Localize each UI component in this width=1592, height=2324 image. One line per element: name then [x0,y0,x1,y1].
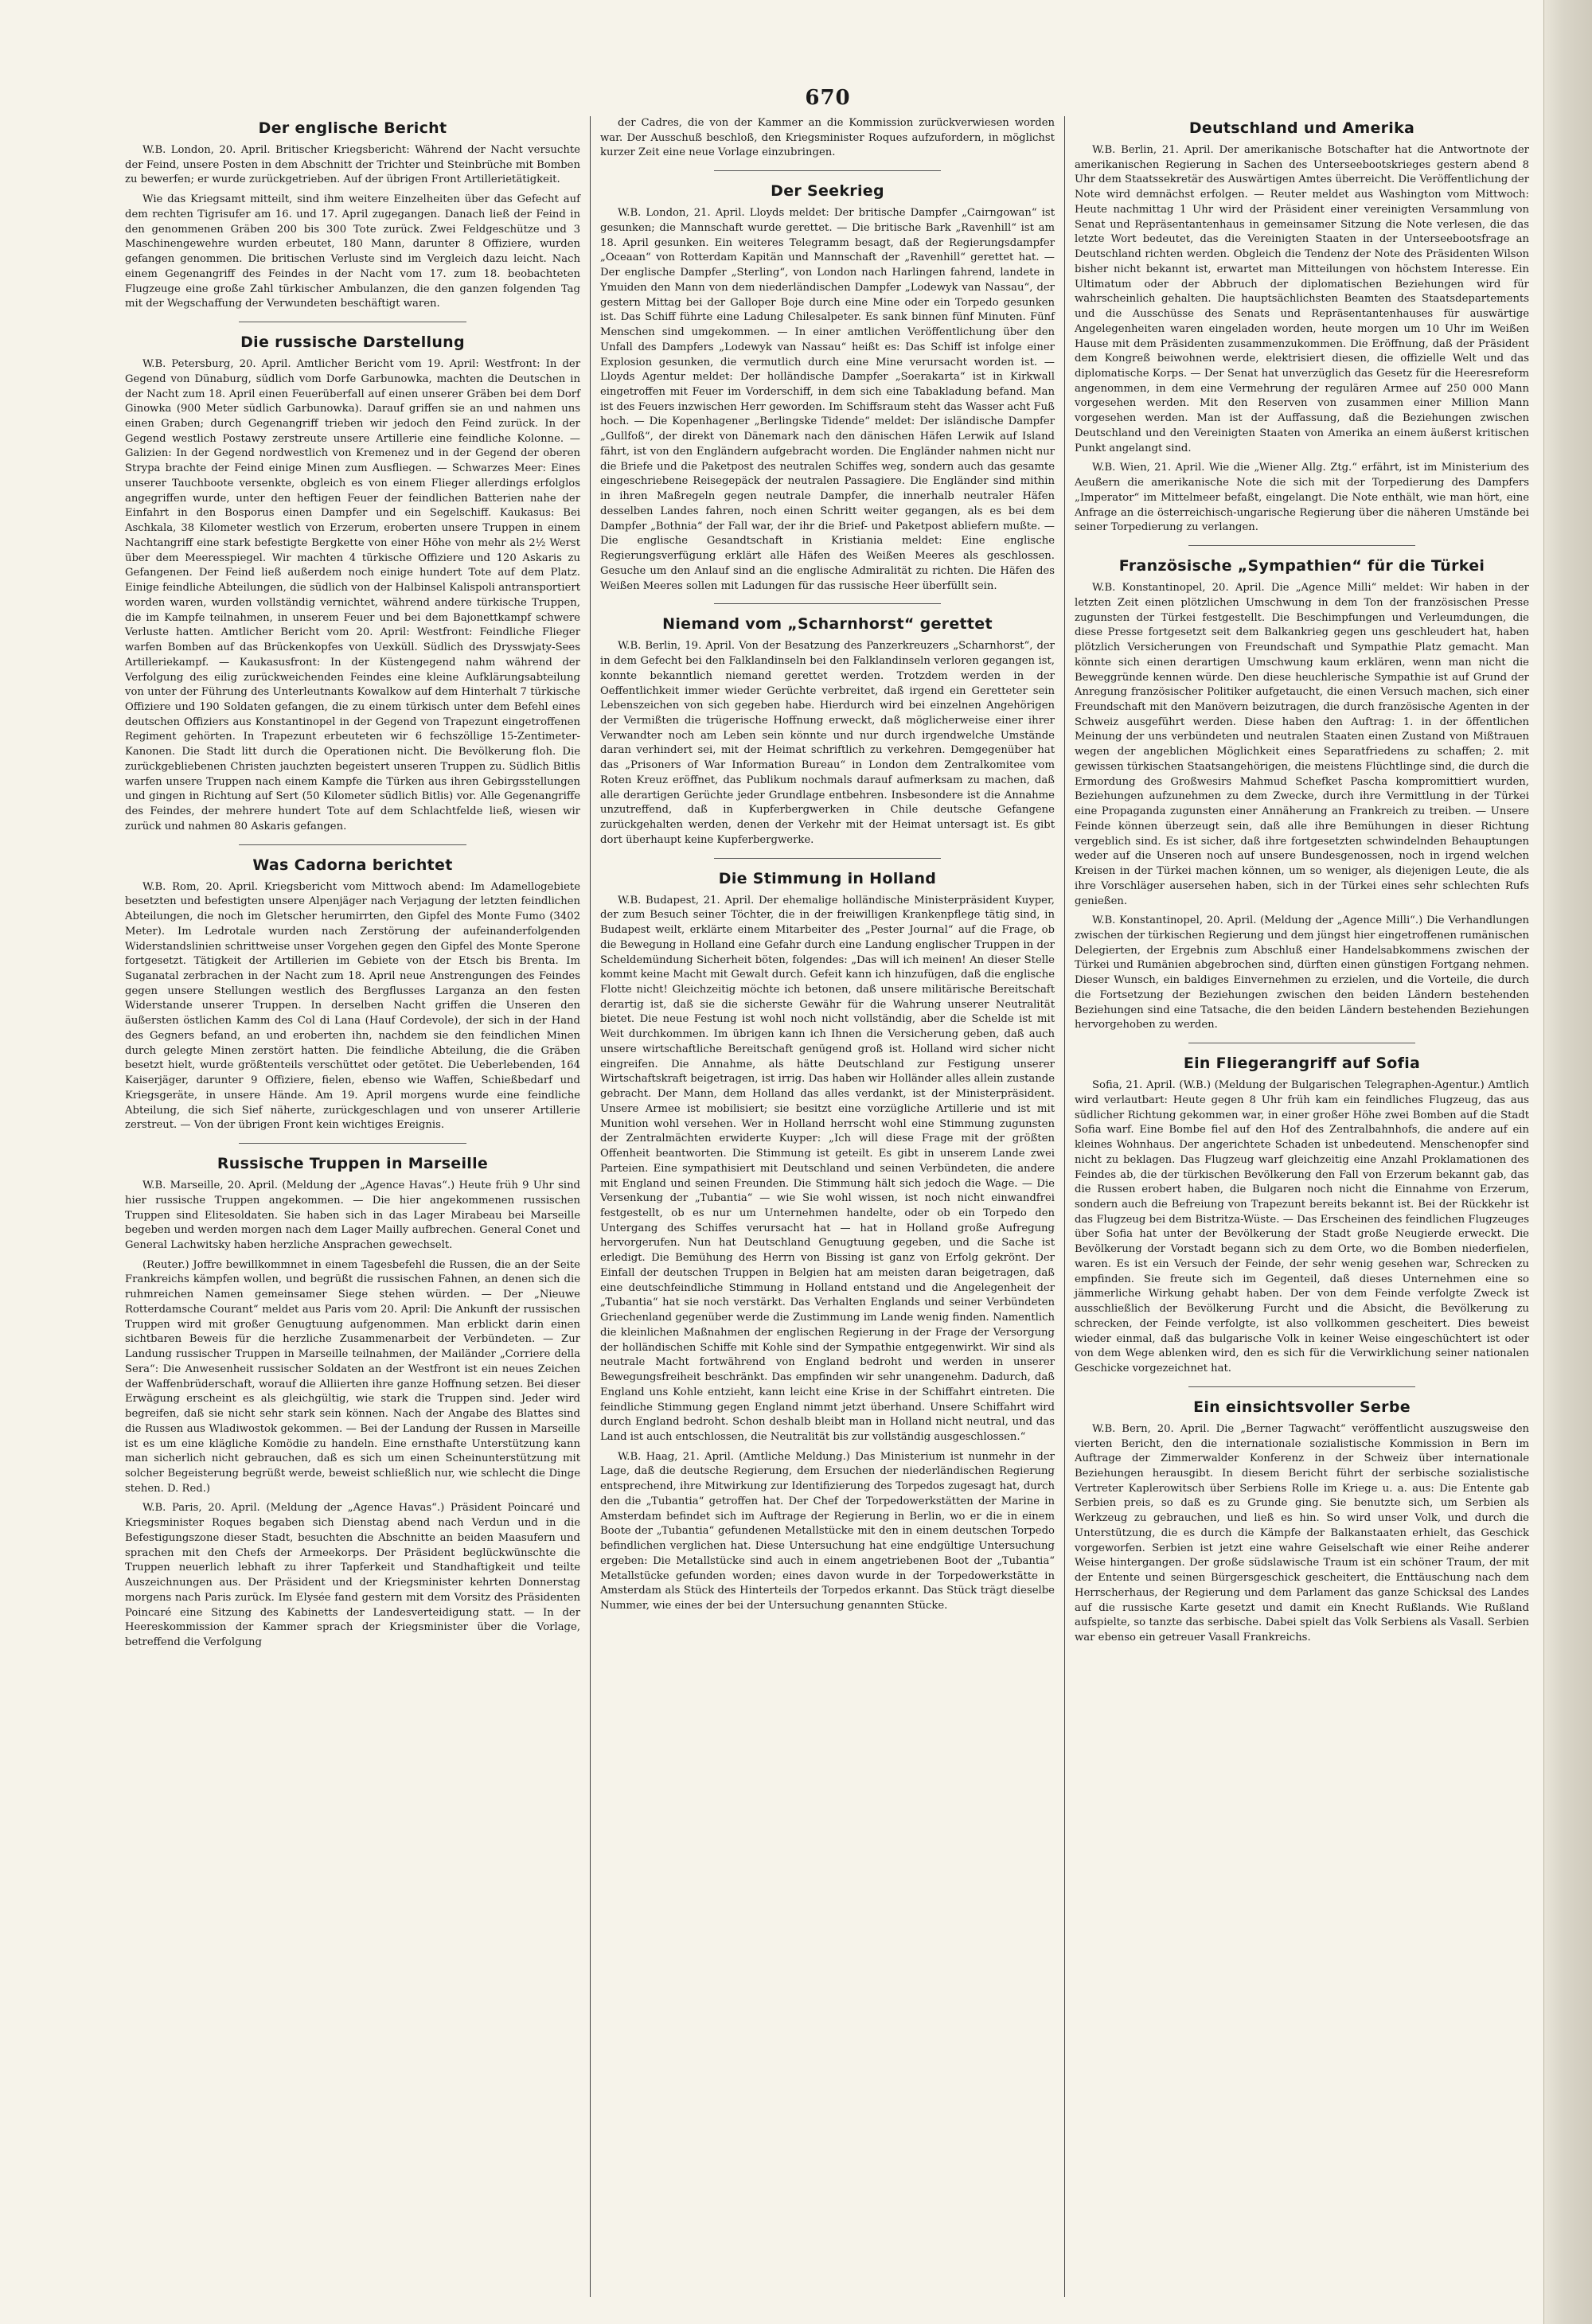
article-paragraph: Sofia, 21. April. (W.B.) (Meldung der Bulgarischen Telegraphen-Agentur.) Amtlich wird verlautbart: Heute gegen 8 Uhr früh kam ein feindliches Flugzeug, das aus südlicher Richtung gekommen war, in einer großer Höhe zwei Bomben auf die Stadt Sofia warf. Eine Bombe fiel auf den Hof des Zentralbahnhofs, die andere auf ein kleines Wohnhaus. Der angerichtete Schaden ist unbedeutend. Menschenopfer sind nicht zu beklagen. Das Flugzeug warf gleichzeitig eine Anzahl Proklamationen des Feindes ab, die der türkischen Bevölkerung den Fall von Erzerum bekannt gab, das die Russen erobert haben, die Bulgaren noch nicht die Einnahme von Erzerum, sondern auch die Befreiung von Trapezunt bereits bekannt ist. Bei der Rückkehr ist das Flugzeug bei dem Bistritza-Wüste. — Das Erscheinen des feindlichen Flugzeuges über Sofia hat unter der Bevölkerung der Stadt große Neugierde erweckt. Die Bevölkerung der Vorstadt begann sich zu dem Orte, wo die Bomben niederfielen, waren. Es ist ein Versuch der Feinde, der sehr wenig gesehen war, Schrecken zu empfinden. Sie freute sich im Gegenteil, daß dieses Unternehmen eine so jämmerliche Wirkung gehabt haben. Der von dem Feinde verfolgte Zweck ist ausschließlich der Bevölkerung Furcht und die Absicht, die Bevölkerung zu schrecken, der Feinde verfolgte, ist also vollkommen gescheitert. Dies beweist wieder einmal, daß das bulgarische Volk in keiner Weise eingeschüchtert ist oder von dem Wege ablenken wird, den es sich für die Verwirklichung seiner nationalen Geschicke vorgezeichnet hat. [1075,1079,1529,1375]
article-divider [714,603,942,604]
article-paragraph: W.B. Berlin, 21. April. Der amerikanische Botschafter hat die Antwortnote der amerikanischen Regierung in Sachen des Unterseebootskrieges gestern abend 8 Uhr dem Staatssekretär des Auswärtigen Amtes überreicht. Die Veröffentlichung der Note wird demnächst erfolgen. — Reuter meldet aus Washington vom Mittwoch: Heute nachmittag 1 Uhr wird der Präsident einer vereinigten Versammlung von Senat und Repräsentantenhaus in gemeinsamer Sitzung die Note verlesen, die das letzte Wort bedeutet, das die Vereinigten Staaten in der Unterseebootsfrage an Deutschland richten werden. Obgleich die Tendenz der Note des Präsidenten Wilson bisher nicht bekannt ist, erwartet man Mitteilungen von höchstem Interesse. Ein Ultimatum oder der Abbruch der diplomatischen Beziehungen wird für wahrscheinlich gehalten. Die hauptsächlichsten Beamten des Staatsdepartements und die Ausschüsse des Senats und Repräsentantenhauses für auswärtige Angelegenheiten waren eingeladen worden, heute morgen um 10 Uhr im Weißen Hause mit dem Präsidenten zusammenzukommen. Die Eröffnung, daß der Präsident dem Kongreß beiwohnen werde, elektrisiert diesen, die offizielle Welt und das diplomatische Korps. — Der Senat hat unverzüglich das Gesetz für die Heeresreform angenommen, in dem eine Vermehrung der regulären Armee auf 250 000 Mann vorgesehen werden. Mit den Reserven von zusammen einer Million Mann vorgesehen werden. Man ist der Auffassung, daß die Beziehungen zwischen Deutschland und den Vereinigten Staaten von Amerika an einem äußerst kritischen Punkt angelangt sind. [1075,144,1530,454]
newspaper-page [115,86,1540,2306]
article-paragraph: (Reuter.) Joffre bewillkommnet in einem Tagesbefehl die Russen, die an der Seite Frankreichs kämpfen wollen, und begrüßt die russischen Fahnen, an denen sich die ruhmreichen Namen gemeinsamer Siege stehen würden. — Der „Nieuwe Rotterdamsche Courant“ meldet aus Paris vom 20. April: Die Ankunft der russischen Truppen wird mit großer Genugtuung aufgenommen. Man erblickt darin einen sichtbaren Beweis für die herzliche Zusammenarbeit der Verbündeten. — Zur Landung russischer Truppen in Marseille teilnahmen, der Mailänder „Corriere della Sera“: Die Anwesenheit russischer Soldaten an der Westfront ist ein neues Zeichen der Waffenbrüderschaft, worauf die Alliierten ihre ganze Hoffnung setzen. Bei dieser Erwägung erscheint es als gleichgültig, wie stark die Truppen sind. Jeder wird begreifen, daß sie nicht sehr stark sein können. Nach der Angabe des Blattes sind die Russen aus Wladiwostok gekommen. — Bei der Landung der Russen in Marseille ist es um eine klägliche Komödie zu handeln. Eine ernsthafte Unterstützung kann man sicherlich nicht gebrauchen, daß es sich um einen Scheinunterstützung mit solcher Begeisterung begrüßt werde, beweist schließlich nur, wie schlecht die Dinge stehen. D. Red.) [125,1258,580,1495]
article-paragraph: W.B. Bern, 20. April. Die „Berner Tagwacht“ veröffentlicht auszugsweise den vierten Bericht, den die internationale sozialistische Kommission in Bern im Auftrage der Zimmerwalder Konferenz in der Schweiz über internationale Beziehungen herausgibt. In diesem Bericht führt der serbische sozialistische Vertreter Kaplerowitsch über Serbiens Rolle im Kriege u. a. aus: Die Entente gab Serbien preis, so daß es zu Grunde ging. Sie benutzte sich, um Serbien als Werkzeug zu gebrauchen, und ließ es hin. So wird unser Volk, und durch die Unterstützung, die es durch die Kämpfe der Balkanstaaten erhielt, das Geschick vorgeworfen. Serbien ist jetzt eine wahre Geiselschaft wie einer Reihe anderer Weise hintergangen. Der große südslawische Traum ist ein schöner Traum, der mit der Entente und seinen Bürgersgeschick gescheitert, die Enttäuschung nach dem Herrscherhaus, der Regierung und dem Parlament das ganze Schicksal des Landes auf die russische Karte gesetzt und damit ein Knecht Rußlands. Wie Rußland aufspielte, so tanzte das serbische. Dabei spielt das Volk Serbiens als Vasall. Serbien war ebenso ein getreuer Vasall Frankreichs. [1075,1422,1529,1644]
article-paragraph: W.B. Haag, 21. April. (Amtliche Meldung.) Das Ministerium ist nunmehr in der Lage, daß die deutsche Regierung, dem Ersuchen der niederländischen Regierung entsprechend, ihre Mitwirkung zur Identifizierung des Torpedos zugesagt hat, durch den die „Tubantia“ getroffen hat. Der Chef der Torpedowerkstätten der Marine in Amsterdam befindet sich im Auftrage der Regierung in Berlin, wo er die in einem Boote der „Tubantia“ gefundenen Metallstücke mit den in einem deutschen Torpedo befindlichen verglichen hat. Diese Untersuchung hat eine endgültige Untersuchung ergeben: Die Metallstücke sind auch in einem angetriebenen Boot der „Tubantia“ Metallstücke gefunden worden; eines davon wurde in der Torpedowerkstätte in Amsterdam als Stück des Hinterteils der Torpedos erkannt. Das Stück trägt dieselbe Nummer, wie eines der bei der Untersuchung genannten Stücke. [600,1450,1055,1612]
article-title: Russische Truppen in Marseille [217,1155,489,1173]
article-title: Die russische Darstellung [240,333,465,352]
article-paragraph: W.B. London, 20. April. Britischer Kriegsbericht: Während der Nacht versuchte der Feind, unsere Posten in dem Abschnitt der Trichter und Steinbrüche mit Bomben zu bewerfen; er wurde zurückgetrieben. Auf der übrigen Front Artillerietätigkeit. [125,144,580,186]
article-title: Niemand vom „Scharnhorst“ gerettet [662,615,993,634]
article-divider [714,170,942,171]
column-2 [590,116,1064,2297]
article-paragraph: Wie das Kriegsamt mitteilt, sind ihm weitere Einzelheiten über das Gefecht auf dem rechten Tigrisufer am 16. und 17. April zugegangen. Danach ließ der Feind in den genommenen Gräben 200 bis 300 Tote zurück. Zwei Feldgeschütze und 3 Maschinengewehre wurden erbeutet, 180 Mann, darunter 8 Offiziere, wurden gefangen genommen. Die britischen Verluste sind im Vergleich dazu leicht. Nach einem Gegenangriff des Feindes in der Nacht vom 17. zum 18. beobachteten Flugzeuge eine große Zahl türkischer Ambulanzen, die den ganzen folgenden Tag mit der Wegschaffung der Verwundeten beschäftigt waren. [125,193,580,310]
article-title: Der Seekrieg [771,182,884,201]
article-title: Was Cadorna berichtet [252,856,453,874]
article-paragraph: W.B. Marseille, 20. April. (Meldung der „Agence Havas“.) Heute früh 9 Uhr sind hier russische Truppen angekommen. — Die hier angekommenen russischen Truppen sind Elitesoldaten. Sie haben sich in das Lager Mirabeau bei Marseille begeben und werden morgen nach dem Lager Mailly aufbrechen. General Conet und General Lachwitsky haben herzliche Ansprachen gewechselt. [125,1180,580,1251]
column-3 [1064,116,1539,2297]
article-title: Ein einsichtsvoller Serbe [1193,1398,1411,1416]
article-paragraph: W.B. Berlin, 19. April. Von der Besatzung des Panzerkreuzers „Scharnhorst“, der in dem Gefecht bei den Falklandinseln bei den Falklandinseln verloren gegangen ist, konnte bekanntlich niemand gerettet werden. Trotzdem werden in der Oeffentlichkeit immer wieder Gerüchte verbreitet, daß irgend ein Geretteter sein Lebenszeichen von sich gegeben habe. Hierdurch wird bei einzelnen Angehörigen der Vermißten die trügerische Hoffnung erweckt, daß möglicherweise einer ihrer Verwandter noch am Leben sein könnte und nur durch irgendwelche Umstände daran verhindert sei, mit der Heimat schriftlich zu verkehren. Demgegenüber hat das „Prisoners of War Information Bureau“ in London dem Zentralkomitee vom Roten Kreuz eröffnet, das Publikum nochmals darauf aufmerksam zu machen, daß alle derartigen Gerüchte jeder Grundlage entbehren. Insbesondere ist die Annahme unzutreffend, daß in Kupferbergwerken in Chile deutsche Gefangene zurückgehalten werden, denen der Verkehr mit der Heimat untersagt ist. Es gibt dort überhaupt keine Kupferbergwerke. [600,640,1055,846]
article-paragraph: W.B. Wien, 21. April. Wie die „Wiener Allg. Ztg.“ erfährt, ist im Ministerium des Aeußern die amerikanische Note die sich mit der Torpedierung des Dampfers „Imperator“ im Mittelmeer befaßt, eingelangt. Die Note enthält, wie man hört, eine Anfrage an die österreichisch-ungarische Regierung über die näheren Umstände bei seiner Torpedierung zu verlangen. [1075,462,1529,534]
article-paragraph: W.B. Konstantinopel, 20. April. Die „Agence Milli“ meldet: Wir haben in der letzten Zeit einen plötzlichen Umschwung in dem Ton der französischen Presse zugunsten der Türkei festgestellt. Die Beschimpfungen und Verleumdungen, die diese Presse fortgesetzt seit dem Balkankrieg gegen uns geschleudert hat, haben plötzlich Versicherungen von Freundschaft und Sympathie Platz gemacht. Man könnte sich einen derartigen Umschwung kaum erklären, wenn man nicht die Beweggründe kennen würde. Den diese heuchlerische Sympathie ist auf Grund der Anregung französischer Politiker aufgetaucht, die einen Versuch machen, sich einer Freundschaft mit den Manövern beizutragen, die durch französische Agenten in der Schweiz ausgeführt werden. Diese haben den Auftrag: 1. in der öffentlichen Meinung der uns verbündeten und neutralen Staaten einen Zustand von Mißtrauen wegen der angeblichen Möglichkeit eines Separatfriedens zu schaffen; 2. mit gewissen türkischen Staatsangehörigen, die meistens Flüchtlinge sind, die durch die Ermordung des Großwesirs Mahmud Schefket Pascha kompromittiert wurden, Beziehungen aufzunehmen zu dem Zwecke, durch ihre Vermittlung in der Türkei eine Propaganda zugunsten einer Annäherung an Frankreich zu treiben. — Unsere Feinde können überzeugt sein, daß alle ihre Bemühungen in dieser Richtung vergeblich sind. Es ist sicher, daß ihre fortgesetzten schwindelnden Behauptungen weder auf die Unseren noch auf unsere Bundesgenossen, noch in irgend welchen Kreisen in der Türkei machen können, um so weniger, als diejenigen Leute, die als ihre Vorschläger ausersehen haben, sich in der Türkei eines sehr schlechten Rufs genießen. [1075,582,1529,907]
article-paragraph: W.B. Budapest, 21. April. Der ehemalige holländische Ministerpräsident Kuyper, der zum Besuch seiner Töchter, die in der freiwilligen Krankenpflege tätig sind, in Budapest weilt, erklärte einem Mitarbeiter des „Pester Journal“ auf die Frage, ob die Bewegung in Holland eine Gefahr durch eine Landung englischer Truppen in der Scheldemündung Sicherheit böten, folgendes: „Das will ich meinen! An dieser Stelle kommt keine Macht mit Gewalt durch. Gefeit kann ich hinzufügen, daß die englische Flotte nicht! Gleichzeitig möchte ich betonen, daß unsere militärische Bereitschaft derartig ist, daß sie die sicherste Gewähr für die Wahrung unserer Neutralität bietet. Die neue Festung ist wohl noch nicht vollständig, aber die Schelde ist mit Weit durchkommen. Im übrigen kann ich Ihnen die Versicherung geben, daß auch unsere wirtschaftliche Bereitschaft genügend groß ist. Holland wird sicher nicht eingreifen. Die Annahme, als hätte Deutschland zur Festigung unserer Wirtschaftskraft beigetragen, ist irrig. Das haben wir Holländer alles allein zustande gebracht. Der Mann, dem Holland das alles verdankt, ist der Ministerpräsident. Unsere Armee ist mobilisiert; sie besitzt eine vorzügliche Artillerie und ist mit Munition wohl versehen. Wer in Holland herrscht wohl eine Stimmung zugunsten der Zentralmächten erwiderte Kuyper: „Ich will diese Frage mit der größten Offenheit beantworten. Die Stimmung ist geteilt. Es gibt in unserem Lande zwei Parteien. Eine sympathisiert mit Deutschland und seinen Verbündeten, die andere mit England und seinen Freunden. Die Stimmung hält sich jedoch die Wage. — Die Versenkung der „Tubantia“ — wie Sie wohl wissen, ist noch nicht einwandfrei festgestellt, ob es nur um Unternehmen handelte, oder ob ein Torpedo den Untergang des Schiffes verursacht hat — hat in Holland große Aufregung hervorgerufen. Nun hat Deutschland Genugtuung gegeben, und die Sache ist erledigt. Die Bemühung des Herrn von Bissing ist ganz von Erfolg gekrönt. Der Einfall der deutschen Truppen in Belgien hat am meisten daran beigetragen, daß eine deutschfeindliche Stimmung in Holland entstand und die Angelegenheit der „Tubantia“ hat sie noch verstärkt. Das Verhalten Englands und seiner Verbündeten Griechenland gegenüber werde die Zustimmung im Lande wenig finden. Namentlich die kleinlichen Maßnahmen der englischen Regierung in der Frage der Versorgung der holländischen Schiffe mit Kohle sind der Sympathie entgegenwirkt. Wir sind als neutrale Macht fortwährend von England bedroht und werden in unserer Bewegungsfreiheit beschränkt. Das empfinden wir sehr unangenehm. Dadurch, daß England uns Kohle entzieht, kann leicht eine Krise in der Schiffahrt eintreten. Die feindliche Stimmung gegen England nimmt jetzt überhand. Unsere Schiffahrt wird durch England bedroht. Schon deshalb bleibt man in Holland nicht neutral, und das Land ist auch entschlossen, die Neutralität bis zur vollständig ausgeschlossen.“ [600,894,1055,1444]
article-title: Die Stimmung in Holland [718,869,937,887]
article-divider [239,844,466,845]
page-number: 670 [805,86,851,110]
article-title: Französische „Sympathien“ für die Türkei [1118,557,1485,575]
article-divider [1188,1386,1416,1387]
article-title: Der englische Bericht [258,119,447,137]
article-title: Ein Fliegerangriff auf Sofia [1183,1055,1421,1073]
columns [115,116,1540,2297]
article-paragraph: W.B. Konstantinopel, 20. April. (Meldung der „Agence Milli“.) Die Verhandlungen zwischen der türkischen Regierung und dem jüngst hier eingetroffenen rumänischen Delegierten, der Ergebnis zum Abschluß einer Handelsabkommens zwischen der Türkei und Rumänien abgebrochen sind, dürften einen günstigen Fortgang nehmen. Dieser Wunsch, ein baldiges Einvernehmen zu erzielen, und die Vorteile, die durch die Fortsetzung der Beziehungen zwischen den beiden Ländern bestehenden Beziehungen sind eine Tatsache, die den beiden Ländern bestehenden Beziehungen hervorgehoben zu werden. [1075,914,1529,1031]
article-paragraph: W.B. Paris, 20. April. (Meldung der „Agence Havas“.) Präsident Poincaré und Kriegsminister Roques begaben sich Dienstag abend nach Verdun und in die Befestigungszone dieser Stadt, besuchten die Abschnitte an beiden Maasufern und sprachen mit den Chefs der Armeekorps. Der Präsident beglückwünschte die Truppen neuerlich lebhaft zu ihrer Tapferkeit und Standhaftigkeit und teilte Auszeichnungen aus. Der Präsident und der Kriegsminister kehrten Donnerstag morgens nach Paris zurück. Im Elysée fand gestern mit dem Vorsitz des Präsidenten Poincaré eine Sitzung des Kabinetts der Landesverteidigung statt. — In der Heereskommission der Kammer sprach der Kriegsminister über die Vorlage, betreffend die Verfolgung [125,1502,580,1649]
article-paragraph: W.B. Petersburg, 20. April. Amtlicher Bericht vom 19. April: Westfront: In der Gegend von Dünaburg, südlich vom Dorfe Garbunowka, machten die Deutschen in der Nacht zum 18. April einen Feuerüberfall auf einen unserer Gräben bei dem Dorf Ginowka (900 Meter südlich Garbunowka). Darauf griffen sie an und nahmen uns einen Graben; durch Gegenangriff trieben wir jedoch den Feind zurück. In der Gegend westlich Postawy zerstreute unsere Artillerie eine feindliche Kolonne. — Galizien: In der Gegend nordwestlich von Kremenez und in der Gegend der oberen Strypa brachte der Feind einige Minen zum Ausfliegen. — Schwarzes Meer: Eines unserer Tauchboote versenkte, obgleich es von einem Flieger allerdings erfolglos angegriffen wurde, unter den heftigen Feuer der feindlichen Batterien nahe der Einfahrt in den Bosporus einen Dampfer und ein Segelschiff. Kaukasus: Bei Aschkala, 38 Kilometer westlich von Erzerum, eroberten unsere Truppen in einem Nachtangriff eine stark befestigte Bergkette von einer Höhe von mehr als 2½ Werst über dem Meeresspiegel. Wir machten 4 türkische Offiziere und 120 Askaris zu Gefangenen. Der Feind ließ außerdem noch einige hundert Tote auf dem Platz. Einige feindliche Abteilungen, die südlich von der Halbinsel Kalispoli antransportiert worden waren, wurden vollständig vernichtet, während andere türkische Truppen, die im Kampfe teilnahmen, in unserem Feuer und bei dem Bajonettkampf schwere Verluste hatten. Amtlicher Bericht vom 20. April: Westfront: Feindliche Flieger warfen Bomben auf das Brückenkopfes von Uexküll. Südlich des Drysswjaty-Sees Artilleriekampf. — Kaukasusfront: In der Küstengegend nahm während der Verfolgung des eilig zurückweichenden Feindes eine kleine Aufklärungsabteilung von unter der Führung des Unterleutnants Kowalkow auf dem Hinterhalt 7 türkische Offiziere und 190 Soldaten gefangen, die zu einem türkisch unter dem Befehl eines deutschen Offiziers aus Konstantinopel in der Gegend von Trapezunt eingetroffenen Regiment gehörten. In Trapezunt erbeuteten wir 6 fechszöllige 15-Zentimeter-Kanonen. Die Stadt litt durch die Operationen nicht. Die Bevölkerung floh. Die zurückgebliebenen Christen jauchzten begeistert unseren Truppen zu. Südlich Bitlis warfen unsere Truppen nach einem Kampfe die Türken aus ihren Gebirgsstellungen und gingen in Richtung auf Sert (50 Kilometer südlich Bitlis) vor. Alle Gegenangriffe des Feindes, der mehrere hundert Tote auf dem Schlachtfelde ließ, wiesen wir zurück und nahmen 80 Askaris gefangen. [125,358,580,833]
article-paragraph: der Cadres, die von der Kammer an die Kommission zurückverwiesen worden war. Der Ausschuß beschloß, den Kriegsminister Roques aufzufordern, in möglichst kurzer Zeit eine neue Vorlage einzubringen. [600,117,1055,159]
article-divider [239,1143,466,1144]
article-divider [1188,545,1416,546]
article-divider [714,858,942,859]
article-title: Deutschland und Amerika [1188,119,1415,137]
scan-edge [1543,0,1592,2324]
article-paragraph: W.B. Rom, 20. April. Kriegsbericht vom Mittwoch abend: Im Adamellogebiete besetzten und befestigten unsere Alpenjäger nach Verjagung der letzten feindlichen Abteilungen, die noch im Gletscher herumirrten, den Gipfel des Monte Fumo (3402 Meter). Im Ledrotale wurden nach Zerstörung der aufeinanderfolgenden Widerstandslinien schrittweise unser Vorgehen gegen den Gipfel des Monte Sperone fortgesetzt. Tätigkeit der Artillerien im Gebiete von der Etsch bis Brenta. Im Suganatal zerbrachen in der Nacht zum 18. April neue Anstrengungen des Feindes gegen unsere Stellungen westlich des Bergflusses Larganza an den festen Widerstande unserer Truppen. In derselben Nacht griffen die Unseren den äußersten östlichen Kamm des Col di Lana (Hauf Cordevole), der sich in der Hand des Gegners befand, an und eroberten ihn, nachdem sie den feindlichen Minen durch gelegte Minen zerstört hatten. Die feindliche Abteilung, die die Gräben besetzt hielt, wurde größtenteils verschüttet oder getötet. Die Ueberlebenden, 164 Kaiserjäger, darunter 9 Offiziere, fielen, ebenso wie Waffen, Schießbedarf und Kriegsgeräte, in unsere Hände. Am 19. April morgens wurde eine feindliche Abteilung, die sich Sief näherte, zurückgeschlagen und von unserer Artillerie zerstreut. — Von der übrigen Front kein wichtiges Ereignis. [125,880,580,1132]
article-paragraph: W.B. London, 21. April. Lloyds meldet: Der britische Dampfer „Cairngowan“ ist gesunken; die Mannschaft wurde gerettet. — Die britische Bark „Ravenhill“ ist am 18. April gesunken. Ein weiteres Telegramm besagt, daß der Regierungsdampfer „Oceaan“ von Rotterdam Kapitän und Mannschaft der „Ravenhill“ gerettet hat. — Der englische Dampfer „Sterling“, von London nach Harlingen fahrend, landete in Ymuiden den Mann von dem niederländischen Dampfer „Lodewyk van Nassau“, der gestern Mittag bei der Galloper Boje durch eine Mine oder ein Torpedo gesunken ist. Das Schiff führte eine Ladung Chilesalpeter. Es sank binnen fünf Minuten. Fünf Menschen sind umgekommen. — In einer amtlichen Veröffentlichung über den Unfall des Dampfers „Lodewyk van Nassau“ heißt es: Das Schiff ist infolge einer Explosion gesunken, die vermutlich durch eine Mine verursacht worden ist. — Lloyds Agentur meldet: Der holländische Dampfer „Soerakarta“ ist in Kirkwall eingetroffen mit Feuer im Vorderschiff, in dem sich eine Tabakladung befand. Man ist des Feuers inzwischen Herr geworden. Im Schiffsraum steht das Wasser acht Fuß hoch. — Die Kopenhagener „Berlingske Tidende“ meldet: Der isländische Dampfer „Gullfoß“, der direkt von Dänemark nach den dänischen Häfen Lerwik auf Island fährt, ist von den Engländern aufgebracht worden. Die Engländer nahmen nicht nur die Briefe und die Paketpost des neutralen Schiffes weg, sondern auch das gesamte eingeschriebene Reisegepäck der neutralen Passagiere. Die Engländer sind mithin in ihren Maßregeln gegen neutrale Dampfer, die innerhalb neutraler Häfen desselben Landes fahren, noch einen Schritt weiter gegangen, als es bei dem Dampfer „Bothnia“ der Fall war, der ihr die Brief- und Paketpost abliefern mußte. — Die englische Gesandtschaft in Kristiania meldet: Eine englische Regierungsverfügung erklärt alle Häfen des Weißen Meeres als geschlossen. Gesuche um den Anlauf sind an die englische Admiralität zu richten. Die Häfen des Weißen Meeres sollen mit Ladungen für das russische Heer überfüllt sein. [600,207,1055,592]
column-1 [115,116,590,2297]
